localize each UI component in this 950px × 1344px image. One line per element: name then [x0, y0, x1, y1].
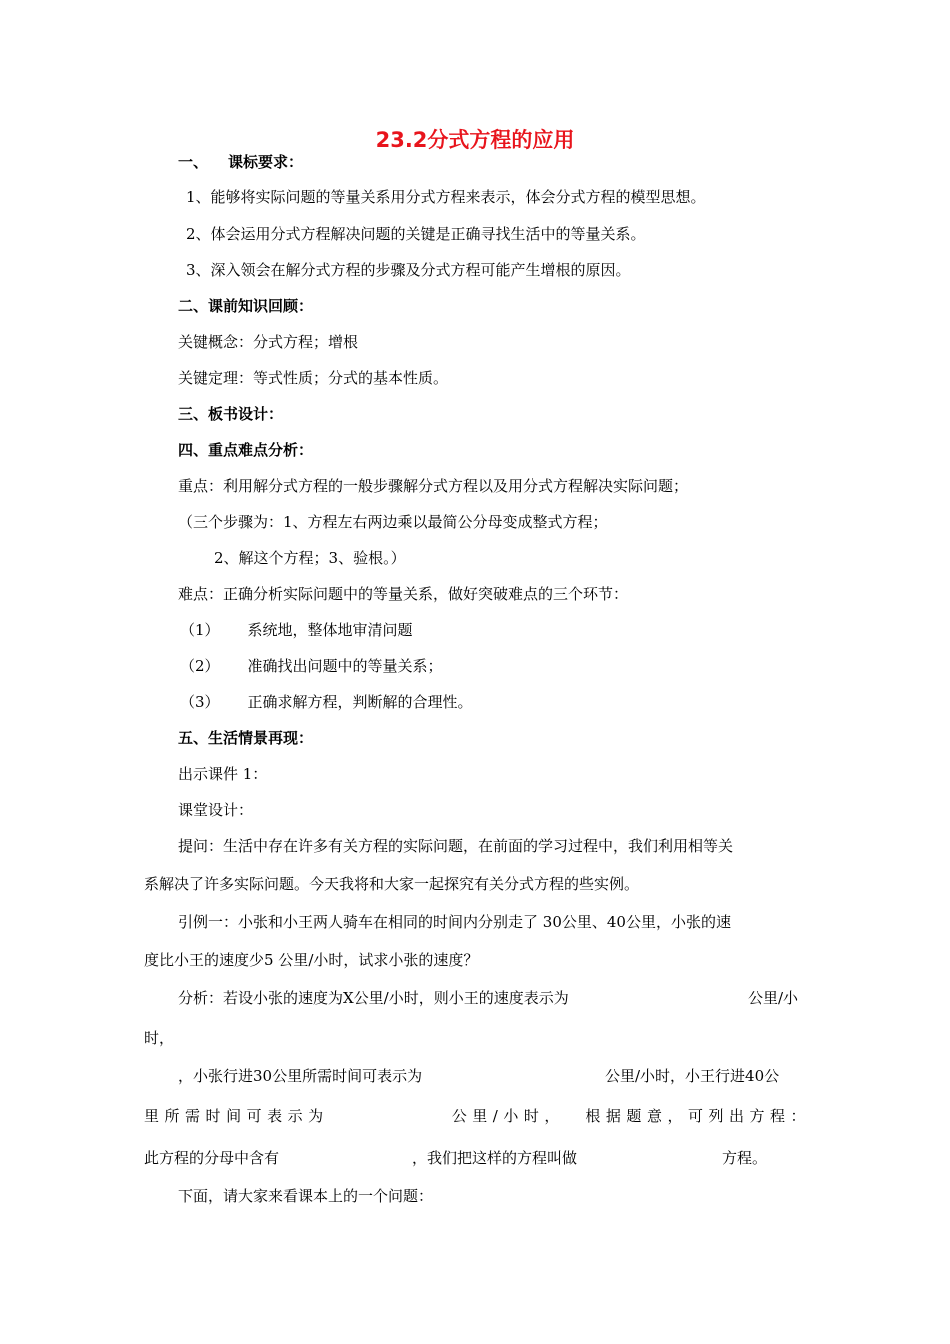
- analysis-line-4-char: 示: [287, 1107, 303, 1125]
- analysis-line-4-char: 时: [205, 1107, 221, 1125]
- analysis-line-4-char: [390, 1106, 405, 1126]
- analysis-line-4-char: 小: [503, 1107, 519, 1125]
- example-line-1: 引例一：小张和小王两人骑车在相同的时间内分别走了 30公里、40公里，小张的速: [178, 913, 731, 931]
- difficulty-text: 难点：正确分析实际问题中的等量关系，做好突破难点的三个环节：: [178, 585, 629, 603]
- analysis-line-4-char: [431, 1106, 446, 1126]
- analysis-line-4-char: 列: [708, 1107, 724, 1125]
- page-title: 23.2分式方程的应用: [375, 128, 575, 152]
- difficulty-item-3-text: 正确求解方程，判断解的合理性。: [247, 693, 473, 711]
- steps-line-1: （三个步骤为：1、方程左右两边乘以最简公分母变成整式方程；: [178, 513, 608, 531]
- difficulty-item-3-number: （3）: [180, 693, 220, 711]
- analysis-line-4-char: 表: [267, 1107, 283, 1125]
- analysis-line-4-char: 根: [585, 1107, 601, 1125]
- analysis-line-4-char: 需: [185, 1107, 201, 1125]
- question-line-2: 系解决了许多实际问题。今天我将和大家一起探究有关分式方程的些实例。: [144, 875, 640, 893]
- analysis-line-4-char: 题: [626, 1107, 642, 1125]
- analysis-line-5-part-a: 此方程的分母中含有: [144, 1149, 280, 1167]
- analysis-line-3-part-a: ，小张行进30公里所需时间可表示为: [178, 1067, 423, 1085]
- analysis-line-4-char: 出: [729, 1107, 745, 1125]
- section-1-heading: [178, 152, 303, 172]
- difficulty-item-1: [180, 620, 413, 640]
- requirement-3: 3、深入领会在解分式方程的步骤及分式方程可能产生增根的原因。: [186, 261, 631, 279]
- section-5-heading: 五、生活情景再现：: [178, 729, 314, 747]
- difficulty-item-2: [180, 656, 443, 676]
- difficulty-item-1-text: 系统地，整体地审清问题: [247, 621, 413, 639]
- section-1-label: 课标要求：: [228, 153, 304, 171]
- analysis-line-4-char: 里: [144, 1107, 160, 1125]
- analysis-line-4-char: ：: [790, 1107, 806, 1125]
- requirement-1: 1、能够将实际问题的等量关系用分式方程来表示，体会分式方程的模型思想。: [186, 188, 706, 206]
- analysis-line-4-char: /: [492, 1107, 498, 1125]
- analysis-line-3-part-b: 公里/小时，小王行进40公: [605, 1067, 780, 1085]
- analysis-line-4-char: [565, 1106, 580, 1126]
- analysis-line-4-char: 所: [164, 1107, 180, 1125]
- analysis-line-4-char: 为: [308, 1107, 324, 1125]
- requirement-2: 2、体会运用分式方程解决问题的关键是正确寻找生活中的等量关系。: [186, 225, 646, 243]
- section-4-heading: 四、重点难点分析：: [178, 441, 314, 459]
- difficulty-item-2-number: （2）: [180, 657, 220, 675]
- analysis-line-5-part-c: 方程。: [722, 1149, 768, 1167]
- analysis-line-4-char: ，: [667, 1107, 683, 1125]
- analysis-line-4-char: [411, 1106, 426, 1126]
- key-theorem: 关键定理：等式性质；分式的基本性质。: [178, 369, 449, 387]
- analysis-line-4-char: ，: [544, 1107, 560, 1125]
- difficulty-item-2-text: 准确找出问题中的等量关系；: [247, 657, 443, 675]
- analysis-line-4-char: 据: [605, 1107, 621, 1125]
- analysis-line-4: [144, 1106, 806, 1126]
- design-line: 课堂设计：: [178, 801, 254, 819]
- analysis-line-1-part-b: 公里/小: [748, 989, 799, 1007]
- analysis-line-1-part-a: 分析：若设小张的速度为X公里/小时，则小王的速度表示为: [178, 989, 569, 1007]
- analysis-line-4-char: 可: [687, 1107, 703, 1125]
- example-line-2: 度比小王的速度少5 公里/小时，试求小张的速度？: [144, 951, 479, 969]
- difficulty-item-1-number: （1）: [180, 621, 220, 639]
- section-3-heading: 三、板书设计：: [178, 405, 284, 423]
- analysis-line-4-char: 时: [523, 1107, 539, 1125]
- question-line-1: 提问：生活中存在许多有关方程的实际问题，在前面的学习过程中，我们利用相等关: [178, 837, 734, 855]
- section-2-heading: 二、课前知识回顾：: [178, 297, 314, 315]
- analysis-line-4-char: 可: [246, 1107, 262, 1125]
- analysis-line-4-char: 公: [451, 1107, 467, 1125]
- analysis-line-4-char: 里: [472, 1107, 488, 1125]
- analysis-line-2: 时，: [144, 1029, 175, 1047]
- courseware-line: 出示课件 1：: [178, 765, 268, 783]
- next-problem-line: 下面，请大家来看课本上的一个问题：: [178, 1187, 434, 1205]
- analysis-line-4-char: 方: [749, 1107, 765, 1125]
- section-1-number: 一、: [178, 153, 209, 171]
- analysis-line-4-char: 程: [770, 1107, 786, 1125]
- analysis-line-4-char: [329, 1106, 344, 1126]
- steps-line-2: 2、解这个方程；3、验根。）: [214, 549, 406, 567]
- analysis-line-4-char: 间: [226, 1107, 242, 1125]
- analysis-line-5-part-b: ，我们把这样的方程叫做: [412, 1149, 578, 1167]
- analysis-line-4-char: 意: [646, 1107, 662, 1125]
- analysis-line-4-char: [370, 1106, 385, 1126]
- difficulty-item-3: [180, 692, 473, 712]
- key-point-text: 重点：利用解分式方程的一般步骤解分式方程以及用分式方程解决实际问题；: [178, 477, 689, 495]
- analysis-line-4-char: [349, 1106, 364, 1126]
- key-concept: 关键概念：分式方程；增根: [178, 333, 359, 351]
